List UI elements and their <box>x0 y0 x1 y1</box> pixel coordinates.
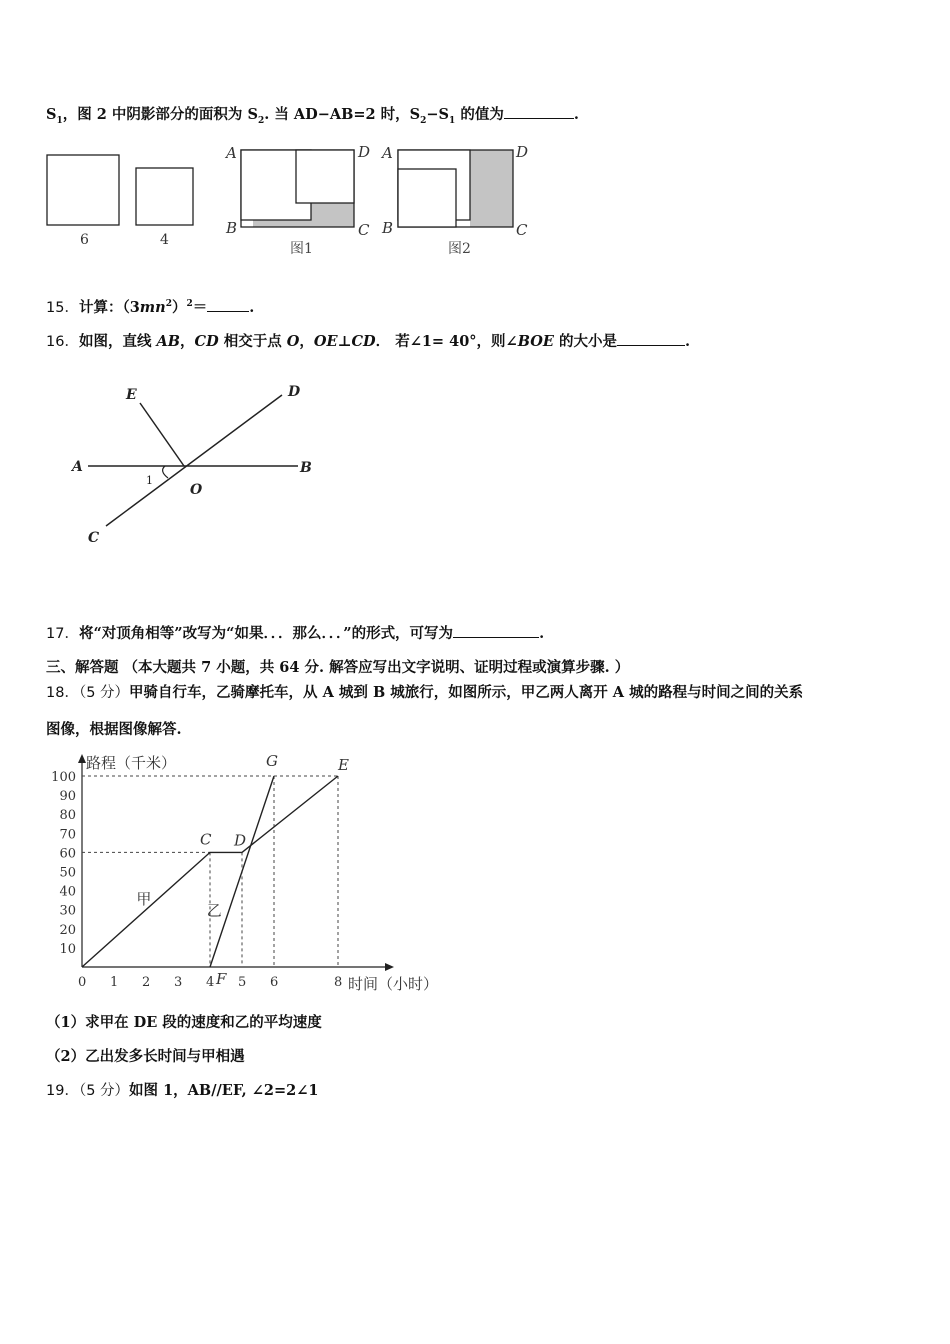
q18-sub1: （1）求甲在 DE 段的速度和乙的平均速度 <box>46 1014 322 1031</box>
ray-oe <box>140 403 184 466</box>
point-label-d: D <box>234 831 247 850</box>
point-label-c: C <box>200 830 212 849</box>
x-axis-arrow <box>385 963 394 971</box>
y-tick-label: 50 <box>59 865 76 881</box>
y-axis-arrow <box>78 754 86 763</box>
section-3-title: 三、解答题 （本大题共 7 小题，共 64 分. 解答应写出文字说明、证明过程或演算步骤. ） <box>46 659 630 676</box>
caption-figure-2: 图2 <box>448 241 471 257</box>
svg-text:E: E <box>126 387 137 403</box>
y-tick-label: 80 <box>59 808 76 824</box>
y-tick-label: 60 <box>59 846 76 862</box>
caption-figure-1: 图1 <box>290 241 313 257</box>
y-tick-label: 90 <box>59 789 76 805</box>
x-tick-label: 6 <box>270 975 279 990</box>
answer-blank[interactable] <box>504 105 574 119</box>
series-label-jia: 甲 <box>136 889 152 908</box>
x-axis-title: 时间（小时） <box>348 975 439 993</box>
svg-text:1: 1 <box>146 474 153 487</box>
x-tick-label: 2 <box>142 975 151 990</box>
y-tick-label: 40 <box>59 884 76 900</box>
svg-text:A: A <box>226 144 237 162</box>
q18-chart <box>40 748 450 998</box>
y-tick-label: 30 <box>59 903 76 919</box>
svg-text:C: C <box>516 221 528 239</box>
svg-text:B: B <box>382 219 394 237</box>
svg-text:C: C <box>88 530 100 546</box>
q14-figure <box>40 140 540 265</box>
q16-text: 16．如图，直线 AB，CD 相交于点 O，OE⊥CD． 若∠1= 40°，则∠BOE 的大小是 . <box>46 333 691 350</box>
point-label-e: E <box>338 756 349 774</box>
x-tick-label: 0 <box>78 975 87 990</box>
svg-text:O: O <box>190 482 203 498</box>
svg-text:B: B <box>300 460 312 476</box>
q14-text: $S_1$，图 2 中阴影部分的面积为 $S_2$. 当 AD−AB=2 时，$S_2-S_1$ 的值为 . <box>46 106 579 126</box>
point-label-g: G <box>266 752 278 770</box>
label-6: 6 <box>80 232 89 248</box>
line-cd <box>106 395 282 526</box>
y-tick-label: 10 <box>59 941 76 957</box>
y-axis-title: 路程（千米） <box>86 754 177 772</box>
q15-text: 15．计算：$(3mn^2)^2=$ . <box>46 299 255 316</box>
answer-blank[interactable] <box>207 298 249 312</box>
y-tick-label: 20 <box>59 922 76 938</box>
svg-text:D: D <box>288 384 301 400</box>
y-tick-label: 100 <box>51 770 76 785</box>
answer-blank[interactable] <box>453 624 539 638</box>
q18-sub2: （2）乙出发多长时间与甲相遇 <box>46 1048 245 1065</box>
y-tick-label: 70 <box>59 827 76 843</box>
x-tick-label: 5 <box>238 975 247 990</box>
label-4: 4 <box>160 232 169 248</box>
svg-text:A: A <box>382 144 393 162</box>
q17-text: 17．将“对顶角相等”改写为“如果．．．那么．．．”的形式，可写为 . <box>46 625 545 642</box>
square-6 <box>47 155 119 225</box>
x-tick-label: 8 <box>334 975 343 990</box>
series-label-yi: 乙 <box>206 901 222 920</box>
q18-text: 18．（5 分）甲骑自行车，乙骑摩托车，从 A 城到 B 城旅行，如图所示，甲乙两人离开 A 城的路程与时间之间的关系 <box>46 684 804 701</box>
point-label-f: F <box>216 970 227 988</box>
square-4 <box>136 168 193 225</box>
angle-1-arc <box>163 466 168 478</box>
svg-text:D: D <box>358 143 371 161</box>
answer-blank[interactable] <box>617 332 685 346</box>
x-tick-label: 3 <box>174 975 183 990</box>
x-tick-label: 1 <box>110 975 119 990</box>
q16-figure <box>60 375 340 555</box>
svg-text:B: B <box>226 219 238 237</box>
q19-text: 19．（5 分）如图 1，AB//EF, ∠2=2∠1 <box>46 1082 319 1099</box>
svg-text:D: D <box>516 143 529 161</box>
svg-text:C: C <box>358 221 370 239</box>
svg-text:A: A <box>72 459 83 475</box>
x-tick-label: 4 <box>206 975 215 990</box>
figure-2 <box>380 143 528 257</box>
q18-text-line2: 图像，根据图像解答. <box>46 721 182 738</box>
figure-1 <box>224 143 370 257</box>
